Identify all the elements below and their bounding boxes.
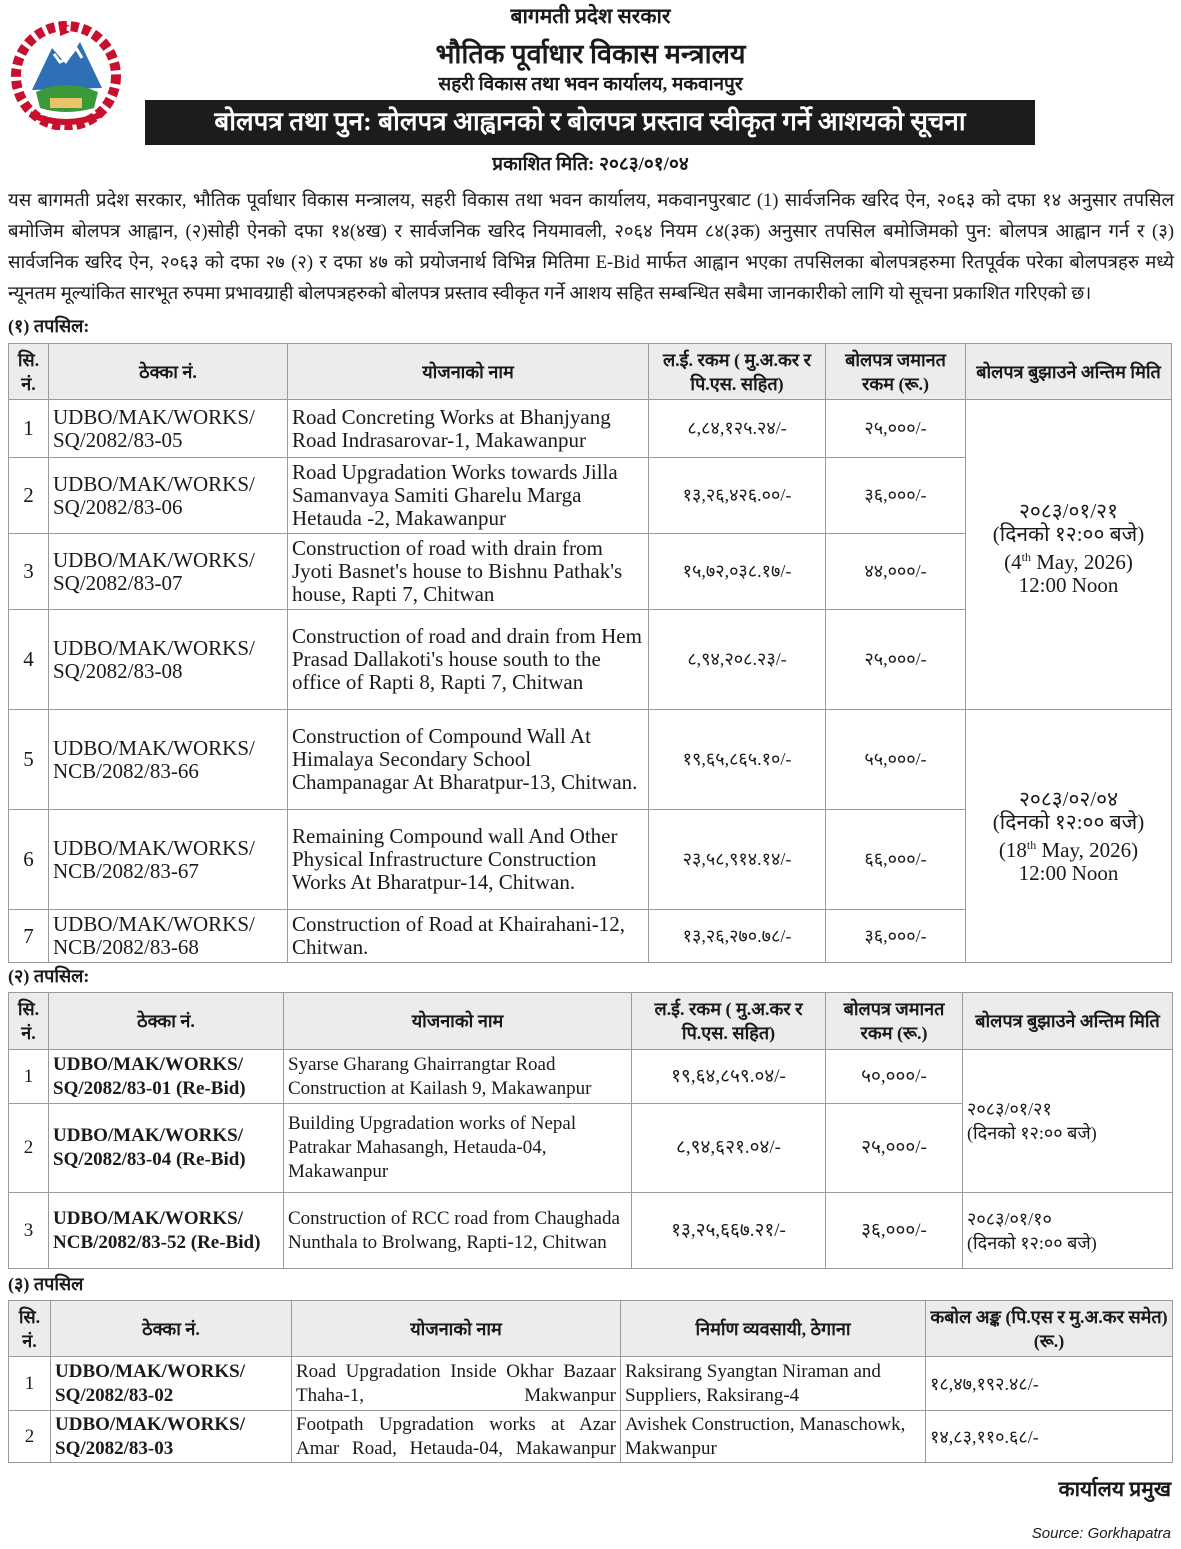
published-date: प्रकाशित मिति: २०८३/०१/०४ [492, 154, 689, 175]
column-header: सि. नं. [9, 993, 49, 1050]
submission-deadline [963, 1193, 1173, 1269]
deadline-date-en [970, 546, 1167, 574]
contractor-name-address: Avishek Construction, Manaschowk, Makwanpur [621, 1411, 926, 1463]
column-header: ठेक्का नं. [49, 344, 288, 400]
serial-number: 3 [9, 1193, 49, 1269]
project-name: Road Concreting Works at Bhanjyang Road Indrasarovar-1, Makawanpur [288, 400, 649, 458]
serial-number: 1 [9, 400, 49, 458]
column-header: ल.ई. रकम ( मु.अ.कर र पि.एस. सहित) [632, 993, 826, 1050]
serial-number: 1 [9, 1357, 51, 1411]
column-header: बोलपत्र जमानत रकम (रू.) [826, 344, 966, 400]
table-2 [8, 992, 1173, 1269]
contract-number: UDBO/MAK/WORKS/ NCB/2082/83-68 [49, 910, 288, 963]
deadline-time-en: 12:00 Noon [1018, 860, 1119, 885]
column-header: सि. नं. [9, 344, 49, 400]
project-name: Construction of Compound Wall At Himalaya Secondary School Champanagar At Bharatpur-13, Chitwan. [288, 710, 649, 810]
deadline-time-en: 12:00 Noon [1018, 573, 1119, 597]
contract-number: UDBO/MAK/WORKS/ SQ/2082/83-05 [49, 400, 288, 458]
table-1 [8, 343, 1172, 963]
project-name: Road Upgradation Works towards Jilla Samanvaya Samiti Gharelu Marga Hetauda -2, Makawanpur [288, 458, 649, 534]
project-name: Construction of RCC road from Chaughada Nunthala to Brolwang, Rapti-12, Chitwan [284, 1193, 632, 1269]
table-row [9, 1193, 1173, 1269]
source-credit: Source: Gorkhapatra [1031, 1525, 1171, 1542]
office-title: सहरी विकास तथा भवन कार्यालय, मकवानपुर [438, 74, 743, 95]
project-name: Construction of road and drain from Hem Prasad Dallakoti's house south to the office of Rapti 8, Rapti 7, Chitwan [288, 610, 649, 710]
serial-number: 2 [9, 458, 49, 534]
serial-number: 2 [9, 1104, 49, 1193]
deadline-date-np: २०८३/०२/०४ [1018, 786, 1119, 811]
serial-number: 6 [9, 810, 49, 910]
bid-security: २५,०००/- [826, 610, 966, 710]
deadline-day: (4 [1004, 550, 1022, 574]
project-name: Construction of road with drain from Jyoti Basnet's house to Bishnu Pathak's house, Rapti 7, Chitwan [288, 534, 649, 610]
deadline-time-np: (दिनको १२:०० बजे) [967, 1123, 1097, 1143]
table-row [9, 400, 1172, 458]
intro-paragraph: यस बागमती प्रदेश सरकार, भौतिक पूर्वाधार विकास मन्त्रालय, सहरी विकास तथा भवन कार्यालय, मकवानपुरबाट (1) सार्वजनिक खरिद ऐन, २०६३ को दफा १४ अनुसार तपसिल बमोजिम बोलपत्र आह्वान, (२)सोही ऐनको दफा १४(४ख) र सार्वजनिक खरिद नियमावली, २०६४ नियम ८४(३क) अनुसार तपसिल बमोजिमको पुन: बोलपत्र आह्वान गर्न र (३) सार्वजनिक खरिद ऐन, २०६३ को दफा २७ (२) र दफा ४७ को प्रयोजनार्थ विभिन्न मितिमा E-Bid मार्फत आह्वान भएका तपसिलका बोलपत्रहरुमा रितपूर्वक परेका बोलपत्रहरु मध्ये न्यूनतम मूल्यांकित सारभूत रुपमा प्रभावग्राही बोलपत्रहरुको बोलपत्र प्रस्ताव स्वीकृत गर्ने आशय सहित सम्बन्धित सबैमा जानकारीको लागि यो सूचना प्रकाशित गरिएको छ। [8, 191, 1174, 304]
deadline-time-np: (दिनको १२:०० बजे) [992, 809, 1145, 834]
deadline-month-year: May, 2026) [1036, 837, 1139, 862]
contract-number: UDBO/MAK/WORKS/ SQ/2082/83-06 [49, 458, 288, 534]
column-header: बोलपत्र बुझाउने अन्तिम मिति [963, 993, 1173, 1050]
accepted-bid-amount: १८,४७,१९२.४८/- [926, 1357, 1173, 1411]
column-header: योजनाको नाम [284, 993, 632, 1050]
column-header: ठेक्का नं. [49, 993, 284, 1050]
bid-security: ५५,०००/- [826, 710, 966, 810]
cost-estimate: ८,९४,२०८.२३/- [649, 610, 826, 710]
cost-estimate: ८,८४,१२५.२४/- [649, 400, 826, 458]
office-chief-signature: कार्यालय प्रमुख [1058, 1477, 1171, 1501]
serial-number: 5 [9, 710, 49, 810]
project-name: Syarse Gharang Ghairrangtar Road Construction at Kailash 9, Makawanpur [284, 1050, 632, 1104]
column-header: सि. नं. [9, 1301, 51, 1357]
cost-estimate: ८,९४,६२१.०४/- [632, 1104, 826, 1193]
bid-security: ५०,०००/- [826, 1050, 963, 1104]
column-header: योजनाको नाम [288, 344, 649, 400]
column-header: कबोल अङ्क (पि.एस र मु.अ.कर समेत) (रू.) [926, 1301, 1173, 1357]
ordinal-suffix: th [1021, 550, 1031, 564]
deadline-date-np: २०८३/०१/१० [967, 1208, 1052, 1229]
contract-number: UDBO/MAK/WORKS/ SQ/2082/83-04 (Re-Bid) [49, 1104, 284, 1193]
serial-number: 1 [9, 1050, 49, 1104]
deadline-date-np: २०८३/०१/२१ [967, 1099, 1052, 1119]
column-header: बोलपत्र जमानत रकम (रू.) [826, 993, 963, 1050]
contract-number: UDBO/MAK/WORKS/ NCB/2082/83-66 [49, 710, 288, 810]
contract-number: UDBO/MAK/WORKS/ NCB/2082/83-67 [49, 810, 288, 910]
contract-number: UDBO/MAK/WORKS/ SQ/2082/83-01 (Re-Bid) [49, 1050, 284, 1104]
table-row [9, 1411, 1173, 1463]
submission-deadline [966, 400, 1172, 710]
contract-number: UDBO/MAK/WORKS/ SQ/2082/83-07 [49, 534, 288, 610]
column-header: ल.ई. रकम ( मु.अ.कर र पि.एस. सहित) [649, 344, 826, 400]
cost-estimate: १३,२६,२७०.७८/- [649, 910, 826, 963]
cost-estimate: १५,७२,०३८.१७/- [649, 534, 826, 610]
deadline-date-en [970, 834, 1167, 862]
serial-number: 3 [9, 534, 49, 610]
cost-estimate: १९,६५,८६५.१०/- [649, 710, 826, 810]
deadline-time-np: (दिनको १२:०० बजे) [992, 522, 1145, 546]
project-name: Footpath Upgradation works at Azar Amar Road, Hetauda-04, Makawanpur [292, 1411, 621, 1463]
section-3-label: (३) तपसिल [8, 1274, 84, 1294]
serial-number: 2 [9, 1411, 51, 1463]
column-header: योजनाको नाम [292, 1301, 621, 1357]
cost-estimate: १३,२६,४२६.००/- [649, 458, 826, 534]
ministry-title: भौतिक पूर्वाधार विकास मन्त्रालय [435, 39, 746, 69]
cost-estimate: १९,६४,८५९.०४/- [632, 1050, 826, 1104]
contract-number: UDBO/MAK/WORKS/ SQ/2082/83-03 [51, 1411, 292, 1463]
bid-security: २५,०००/- [826, 1104, 963, 1193]
column-header: निर्माण व्यवसायी, ठेगाना [621, 1301, 926, 1357]
bid-security: ३६,०००/- [826, 910, 966, 963]
deadline-month-year: May, 2026) [1030, 550, 1133, 574]
column-header: ठेक्का नं. [51, 1301, 292, 1357]
deadline-day: (18 [998, 837, 1027, 862]
bid-security: ३६,०००/- [826, 1193, 963, 1269]
table-row [9, 710, 1172, 810]
contract-number: UDBO/MAK/WORKS/ SQ/2082/83-08 [49, 610, 288, 710]
column-header: बोलपत्र बुझाउने अन्तिम मिति [966, 344, 1172, 400]
project-name: Road Upgradation Inside Okhar Bazaar Thaha-1, Makwanpur [292, 1357, 621, 1411]
cost-estimate: १३,२५,६६७.२१/- [632, 1193, 826, 1269]
bid-security: ३६,०००/- [826, 458, 966, 534]
contract-number: UDBO/MAK/WORKS/ NCB/2082/83-52 (Re-Bid) [49, 1193, 284, 1269]
province-government-title: बागमती प्रदेश सरकार [510, 4, 671, 28]
ordinal-suffix: th [1026, 837, 1037, 852]
section-1-label: (१) तपसिल: [8, 316, 90, 336]
bid-security: ६६,०००/- [826, 810, 966, 910]
project-name: Building Upgradation works of Nepal Patrakar Mahasangh, Hetauda-04, Makawanpur [284, 1104, 632, 1193]
cost-estimate: २३,५८,९१४.१४/- [649, 810, 826, 910]
contract-number: UDBO/MAK/WORKS/ SQ/2082/83-02 [51, 1357, 292, 1411]
submission-deadline [966, 710, 1172, 963]
project-name: Construction of Road at Khairahani-12, Chitwan. [288, 910, 649, 963]
section-2-label: (२) तपसिल: [8, 966, 90, 986]
serial-number: 4 [9, 610, 49, 710]
deadline-time-np: (दिनको १२:०० बजे) [967, 1232, 1097, 1253]
table-row [9, 1050, 1173, 1104]
project-name: Remaining Compound wall And Other Physical Infrastructure Construction Works At Bharatpur-14, Chitwan. [288, 810, 649, 910]
table-row [9, 1357, 1173, 1411]
bid-security: ४४,०००/- [826, 534, 966, 610]
contractor-name-address: Raksirang Syangtan Niraman and Suppliers, Raksirang-4 [621, 1357, 926, 1411]
submission-deadline [963, 1050, 1173, 1193]
bid-security: २५,०००/- [826, 400, 966, 458]
serial-number: 7 [9, 910, 49, 963]
notice-title-banner: बोलपत्र तथा पुन: बोलपत्र आह्वानको र बोलपत्र प्रस्ताव स्वीकृत गर्ने आशयको सूचना [145, 100, 1035, 145]
deadline-date-np: २०८३/०१/२१ [1018, 499, 1119, 523]
table-3 [8, 1300, 1173, 1463]
accepted-bid-amount: १४,८३,११०.६८/- [926, 1411, 1173, 1463]
